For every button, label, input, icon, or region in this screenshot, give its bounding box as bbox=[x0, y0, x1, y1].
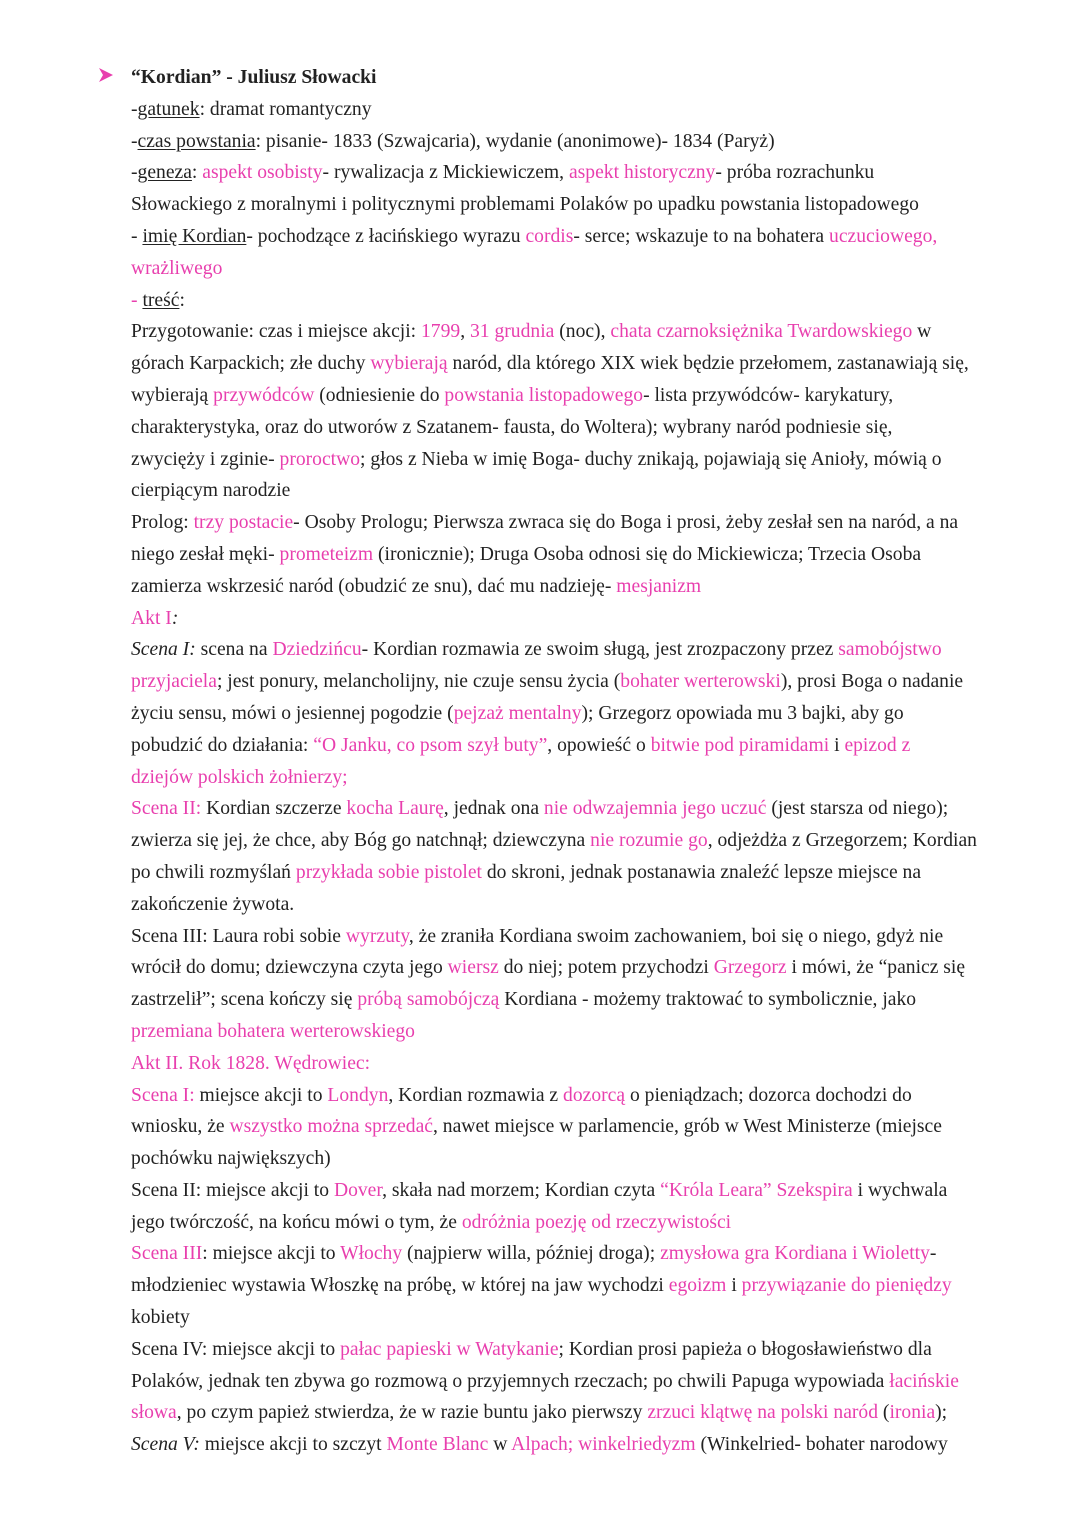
arrowhead-bullet-icon bbox=[98, 67, 114, 89]
text-segment: (jest starsza od niego); bbox=[766, 798, 949, 820]
text-segment: Słowackiego z moralnymi i politycznymi problemami Polaków po upadku powstania listopadowego bbox=[131, 194, 919, 216]
text-line bbox=[131, 984, 1016, 1016]
text-line bbox=[131, 634, 1016, 666]
highlighted-term: 31 grudnia bbox=[469, 321, 555, 343]
text-segment: miejsce akcji to szczyt bbox=[199, 1434, 387, 1456]
text-segment: - pochodzące z łacińskiego wyrazu bbox=[246, 225, 526, 247]
text-segment: pochówku największych) bbox=[131, 1148, 331, 1170]
text-segment: , Kordian rozmawia z bbox=[388, 1084, 564, 1106]
highlighted-term: dozorcą bbox=[563, 1084, 626, 1106]
text-line bbox=[131, 475, 1016, 507]
highlighted-term: Scena II: bbox=[131, 798, 202, 820]
highlighted-term: bohater werterowski bbox=[620, 671, 781, 693]
highlighted-term: Grzegorz bbox=[713, 957, 787, 979]
text-segment: Scena IV: miejsce akcji to bbox=[131, 1338, 341, 1360]
text-segment: (noc), bbox=[554, 321, 611, 343]
italic-text: Scena V: bbox=[131, 1434, 200, 1456]
text-line bbox=[131, 189, 1016, 221]
highlighted-term: kocha Laurę bbox=[346, 798, 444, 820]
text-line bbox=[131, 1270, 1016, 1302]
highlighted-term: samobójstwo bbox=[838, 639, 942, 661]
text-line bbox=[131, 221, 1016, 253]
highlighted-term: trzy postacie bbox=[193, 512, 294, 534]
text-segment: ; głos z Nieba w imię Boga- duchy znikają, pojawiają się Anioły, mówią o bbox=[360, 448, 942, 470]
text-segment: , skała nad morzem; Kordian czyta bbox=[382, 1179, 661, 1201]
text-segment: : bbox=[191, 162, 203, 184]
highlighted-term: Akt II. Rok 1828. Wędrowiec: bbox=[131, 1052, 371, 1074]
text-segment: do skroni, jednak postanawia znaleźć lepsze miejsce na bbox=[481, 861, 922, 883]
highlighted-term: aspekt historyczny bbox=[568, 162, 716, 184]
text-segment: - bbox=[131, 98, 138, 120]
highlighted-term: wyrzuty bbox=[345, 925, 409, 947]
text-segment: - próba rozrachunku bbox=[715, 162, 875, 184]
text-line bbox=[131, 857, 1016, 889]
text-segment: wrócił do domu; dziewczyna czyta jego bbox=[131, 957, 448, 979]
highlighted-term: próbą samobójczą bbox=[357, 989, 500, 1011]
text-line bbox=[131, 316, 1016, 348]
highlighted-term: Monte Blanc bbox=[386, 1434, 489, 1456]
text-segment: i mówi, że “panicz się bbox=[786, 957, 966, 979]
text-segment: : dramat romantyczny bbox=[199, 98, 372, 120]
text-line bbox=[131, 94, 1016, 126]
text-segment: - lista przywódców- karykatury, bbox=[643, 384, 894, 406]
text-line bbox=[131, 1080, 1016, 1112]
highlighted-term: proroctwo bbox=[279, 448, 361, 470]
text-line bbox=[131, 1175, 1016, 1207]
highlighted-term: łacińskie bbox=[889, 1370, 959, 1392]
text-line bbox=[131, 1302, 1016, 1334]
underlined-term: treść bbox=[142, 289, 180, 311]
text-segment: , po czym papież stwierdza, że w razie buntu jako pierwszy bbox=[176, 1402, 648, 1424]
text-segment: i wychwala bbox=[852, 1179, 948, 1201]
text-segment: młodzieniec wystawia Włoszkę na próbę, w której na jaw wychodzi bbox=[131, 1275, 669, 1297]
text-segment: życiu sensu, mówi o jesiennej pogodzie ( bbox=[131, 702, 454, 724]
text-line bbox=[131, 1429, 1016, 1461]
text-segment: Prolog: bbox=[131, 512, 194, 534]
highlighted-term: wiersz bbox=[447, 957, 499, 979]
highlighted-term: zrzuci klątwę na polski naród bbox=[647, 1402, 879, 1424]
text-segment: Przygotowanie: czas i miejsce akcji: bbox=[131, 321, 421, 343]
text-segment: Scena II: miejsce akcji to bbox=[131, 1179, 334, 1201]
highlighted-term: przemiana bohatera werterowskiego bbox=[131, 1020, 415, 1042]
text-segment: , nawet miejsce w parlamencie, grób w West Ministerze (miejsce bbox=[433, 1116, 942, 1138]
text-segment: zakończenie żywota. bbox=[131, 893, 295, 915]
highlighted-term: Scena I: bbox=[131, 1084, 195, 1106]
text-segment: : bbox=[179, 289, 185, 311]
highlighted-term: Dziedzińcu bbox=[272, 639, 362, 661]
text-segment: wniosku, że bbox=[131, 1116, 230, 1138]
highlighted-term: przywiązanie do pieniędzy bbox=[741, 1275, 952, 1297]
text-segment: : pisanie- 1833 (Szwajcaria), wydanie (anonimowe)- 1834 (Paryż) bbox=[255, 130, 775, 152]
text-line bbox=[131, 348, 1016, 380]
highlighted-term: Włochy bbox=[340, 1243, 403, 1265]
text-segment: ; jest ponury, melancholijny, nie czuje sensu życia ( bbox=[216, 671, 621, 693]
text-line bbox=[131, 380, 1016, 412]
text-segment: , odjeżdża z Grzegorzem; Kordian bbox=[707, 830, 977, 852]
text-segment: : miejsce akcji to bbox=[202, 1243, 341, 1265]
text-segment: jego twórczość, na końcu mówi o tym, że bbox=[131, 1211, 462, 1233]
highlighted-term: zmysłowa gra Kordiana i Wioletty bbox=[660, 1243, 930, 1265]
italic-text: : bbox=[171, 607, 179, 629]
text-segment: (odniesienie do bbox=[314, 384, 445, 406]
text-segment: (najpierw willa, później droga); bbox=[402, 1243, 661, 1265]
text-line bbox=[131, 698, 1016, 730]
text-segment: - rywalizacja z Mickiewiczem, bbox=[322, 162, 569, 184]
document-title bbox=[131, 62, 1016, 94]
text-line bbox=[131, 253, 1016, 285]
highlighted-term: Dover bbox=[333, 1179, 383, 1201]
text-segment: , jednak ona bbox=[443, 798, 544, 820]
highlighted-term: “O Janku, co psom szył buty” bbox=[313, 734, 548, 756]
text-line bbox=[131, 1048, 1016, 1080]
text-segment: Kordian szczerze bbox=[201, 798, 347, 820]
highlighted-term: prometeizm bbox=[279, 543, 374, 565]
text-line bbox=[131, 952, 1016, 984]
notes-body bbox=[131, 62, 1016, 1461]
text-line bbox=[131, 126, 1016, 158]
highlighted-term: wszystko można sprzedać bbox=[229, 1116, 433, 1138]
text-segment: , opowieść o bbox=[547, 734, 651, 756]
highlighted-term: bitwie pod piramidami bbox=[650, 734, 830, 756]
text-line bbox=[131, 1207, 1016, 1239]
text-line bbox=[131, 1111, 1016, 1143]
text-segment: charakterystyka, oraz do utworów z Szatanem- fausta, do Woltera); wybrany naród podniesie się, bbox=[131, 416, 893, 438]
text-segment: o pieniądzach; dozorca dochodzi do bbox=[625, 1084, 912, 1106]
text-segment: niego zesłał męki- bbox=[131, 543, 280, 565]
highlighted-term: chata czarnoksiężnika Twardowskiego bbox=[610, 321, 913, 343]
text-segment: scena na bbox=[195, 639, 273, 661]
highlighted-term: słowa bbox=[131, 1402, 177, 1424]
text-segment: zastrzelił”; scena kończy się bbox=[131, 989, 358, 1011]
text-line bbox=[131, 157, 1016, 189]
text-line bbox=[131, 285, 1016, 317]
underlined-term: geneza bbox=[137, 162, 192, 184]
text-segment: , bbox=[460, 321, 470, 343]
text-segment: i bbox=[829, 734, 845, 756]
text-segment: górach Karpackich; złe duchy bbox=[131, 353, 371, 375]
text-segment: (Winkelried- bohater narodowy bbox=[695, 1434, 948, 1456]
text-line bbox=[131, 1238, 1016, 1270]
text-line bbox=[131, 921, 1016, 953]
text-segment: ( bbox=[878, 1402, 890, 1424]
highlighted-term: przywódców bbox=[213, 384, 315, 406]
highlighted-term: pałac papieski w Watykanie bbox=[340, 1338, 559, 1360]
highlighted-term: epizod z bbox=[844, 734, 911, 756]
text-segment: - bbox=[131, 162, 138, 184]
highlighted-term: nie rozumie go bbox=[590, 830, 708, 852]
highlighted-term: Akt I bbox=[131, 607, 172, 629]
text-segment: po chwili rozmyślań bbox=[131, 861, 296, 883]
text-segment: Polaków, jednak ten zbywa go rozmową o przyjemnych rzeczach; po chwili Papuga wypowiada bbox=[131, 1370, 890, 1392]
text-segment: (ironicznie); Druga Osoba odnosi się do Mickiewicza; Trzecia Osoba bbox=[373, 543, 922, 565]
text-line bbox=[131, 444, 1016, 476]
highlighted-term: uczuciowego, bbox=[829, 225, 938, 247]
text-segment: - serce; wskazuje to na bohatera bbox=[573, 225, 830, 247]
highlighted-term: 1799 bbox=[421, 321, 461, 343]
highlighted-term: odróżnia poezję od rzeczywistości bbox=[461, 1211, 732, 1233]
text-segment: naród, dla którego XIX wiek będzie przełomem, zastanawiają się, bbox=[447, 353, 969, 375]
text-line bbox=[131, 1397, 1016, 1429]
highlighted-term: wrażliwego bbox=[131, 257, 223, 279]
text-segment: , że zraniła Kordiana swoim zachowaniem, boi się o niego, gdyż nie bbox=[408, 925, 944, 947]
text-line bbox=[131, 666, 1016, 698]
text-segment: miejsce akcji to bbox=[194, 1084, 328, 1106]
text-segment: ); bbox=[935, 1402, 948, 1424]
text-line bbox=[131, 793, 1016, 825]
text-segment: - bbox=[929, 1243, 937, 1265]
highlighted-term: powstania listopadowego bbox=[444, 384, 644, 406]
highlighted-term: mesjanizm bbox=[616, 575, 702, 597]
text-segment: kobiety bbox=[131, 1307, 190, 1329]
text-line bbox=[131, 539, 1016, 571]
text-segment: ); Grzegorz opowiada mu 3 bajki, aby go bbox=[581, 702, 904, 724]
highlighted-term: przyjaciela bbox=[131, 671, 217, 693]
text-line bbox=[131, 1334, 1016, 1366]
text-line bbox=[131, 1143, 1016, 1175]
text-segment: - bbox=[131, 130, 138, 152]
highlighted-term: “Króla Leara” Szekspira bbox=[660, 1179, 853, 1201]
text-segment: cierpiącym narodzie bbox=[131, 480, 291, 502]
text-line bbox=[131, 1016, 1016, 1048]
highlighted-term: nie odwzajemnia jego uczuć bbox=[543, 798, 767, 820]
text-segment: wybierają bbox=[131, 384, 214, 406]
text-segment: - Osoby Prologu; Pierwsza zwraca się do Boga i prosi, żeby zesłał sen na naród, a na bbox=[293, 512, 959, 534]
text-segment: pobudzić do działania: bbox=[131, 734, 314, 756]
underlined-term: czas powstania bbox=[137, 130, 256, 152]
highlighted-term: egoizm bbox=[668, 1275, 727, 1297]
highlighted-term: aspekt osobisty bbox=[202, 162, 323, 184]
italic-text: Scena I: bbox=[131, 639, 196, 661]
text-segment: ), prosi Boga o nadanie bbox=[780, 671, 964, 693]
text-line bbox=[131, 571, 1016, 603]
highlighted-term: Londyn bbox=[327, 1084, 389, 1106]
text-segment: - bbox=[131, 225, 143, 247]
text-line bbox=[131, 730, 1016, 762]
highlighted-term: dziejów polskich żołnierzy; bbox=[131, 766, 348, 788]
text-line bbox=[131, 603, 1016, 635]
text-segment: Scena III: Laura robi sobie bbox=[131, 925, 346, 947]
text-segment: zamierza wskrzesić naród (obudzić ze snu), dać mu nadzieję- bbox=[131, 575, 617, 597]
text-segment: do niej; potem przychodzi bbox=[498, 957, 714, 979]
text-segment: i bbox=[726, 1275, 742, 1297]
text-line bbox=[131, 825, 1016, 857]
highlighted-term: Scena III bbox=[131, 1243, 203, 1265]
text-line bbox=[131, 889, 1016, 921]
text-line bbox=[131, 507, 1016, 539]
highlighted-term: przykłada sobie pistolet bbox=[295, 861, 482, 883]
text-line bbox=[131, 412, 1016, 444]
text-line bbox=[131, 762, 1016, 794]
text-line bbox=[131, 1366, 1016, 1398]
text-segment: Kordiana - możemy traktować to symbolicznie, jako bbox=[499, 989, 917, 1011]
highlighted-term: - bbox=[131, 289, 143, 311]
text-segment: zwycięży i zginie- bbox=[131, 448, 280, 470]
text-segment: w bbox=[912, 321, 932, 343]
highlighted-term: pejzaż mentalny bbox=[453, 702, 582, 724]
highlighted-term: Alpach; winkelriedyzm bbox=[511, 1434, 696, 1456]
highlighted-term: cordis bbox=[525, 225, 574, 247]
highlighted-term: ironia bbox=[889, 1402, 936, 1424]
text-segment: w bbox=[488, 1434, 512, 1456]
underlined-term: imię Kordian bbox=[142, 225, 247, 247]
text-segment: - Kordian rozmawia ze swoim sługą, jest zrozpaczony przez bbox=[361, 639, 839, 661]
text-segment: zwierza się jej, że chce, aby Bóg go natchnął; dziewczyna bbox=[131, 830, 591, 852]
text-segment: ; Kordian prosi papieża o błogosławieństwo dla bbox=[558, 1338, 932, 1360]
title-text: “Kordian” - Juliusz Słowacki bbox=[131, 67, 377, 88]
underlined-term: gatunek bbox=[137, 98, 200, 120]
highlighted-term: wybierają bbox=[370, 353, 448, 375]
